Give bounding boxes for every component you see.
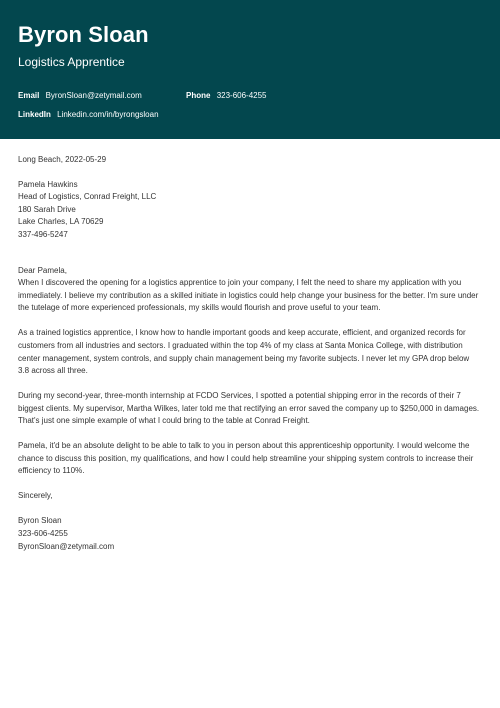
- body-paragraph: Pamela, it'd be an absolute delight to be able to talk to you in person about this apprenticeship opportunity. I would welcome the chance to discuss this position, my qualifications, and how I could help streamline your shipping system controls to increase their efficiency to 110%.: [18, 441, 474, 476]
- phone-value: 323-606-4255: [216, 91, 267, 100]
- date-line: Long Beach, 2022-05-29: [18, 155, 107, 164]
- contact-email: [18, 91, 142, 100]
- recipient-name: Pamela Hawkins: [18, 179, 78, 189]
- phone-label: Phone: [186, 91, 211, 100]
- signature-email: ByronSloan@zetymail.com: [18, 541, 115, 551]
- resume-header: [0, 0, 500, 139]
- applicant-name: Byron Sloan: [18, 22, 149, 47]
- linkedin-label: LinkedIn: [18, 110, 51, 119]
- contact-linkedin: [18, 110, 159, 119]
- email-label: Email: [18, 91, 40, 100]
- signature-phone: 323-606-4255: [18, 529, 68, 539]
- recipient-street: 180 Sarah Drive: [18, 204, 76, 214]
- body-paragraph: When I discovered the opening for a logistics apprentice to join your company, I felt the need to share my application with you immediately. I believe my contribution as a skilled initiate in logistics could help change your business for the better. I'm sure under the tutelage of more experienced professionals, my skills would flourish and prove useful to your team.: [18, 278, 479, 313]
- body-paragraph: As a trained logistics apprentice, I know how to handle important goods and keep accurate, efficient, and organized records for customers from all industries and sectors. I graduated within the top 4% of my class at Santa Monica College, with distribution center management, system controls, and supply chain management being my favorite subjects. I never let my GPA drop below 3.8 across all three.: [18, 328, 470, 376]
- signature-block: [18, 515, 482, 553]
- recipient-city: Lake Charles, LA 70629: [18, 217, 104, 227]
- letter-body: [0, 139, 500, 553]
- recipient-block: [18, 179, 482, 242]
- linkedin-value[interactable]: Linkedin.com/in/byrongsloan: [57, 110, 159, 119]
- recipient-position: Head of Logistics, Conrad Freight, LLC: [18, 192, 157, 202]
- contact-phone: [186, 91, 267, 100]
- email-value[interactable]: ByronSloan@zetymail.com: [45, 91, 142, 100]
- signature-name: Byron Sloan: [18, 516, 62, 526]
- recipient-phone: 337-496-5247: [18, 229, 68, 239]
- greeting: Dear Pamela,: [18, 265, 67, 275]
- body-paragraph: During my second-year, three-month internship at FCDO Services, I spotted a potential shipping error in the records of their 7 biggest clients. My supervisor, Martha Wilkes, later told me that rectifying an error saved the company up to $250,000 in damages. That's just one simple example of what I could bring to the table at Conrad Freight.: [18, 391, 480, 426]
- job-title: Logistics Apprentice: [18, 55, 125, 69]
- closing: Sincerely,: [18, 491, 53, 501]
